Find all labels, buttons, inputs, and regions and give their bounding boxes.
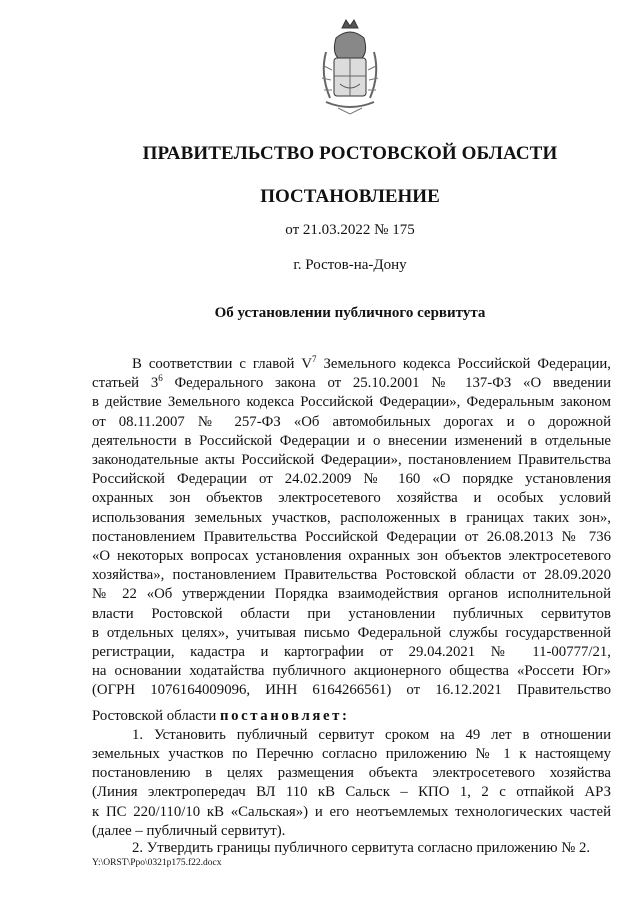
preamble-line: (ОГРН 1076164009096, ИНН 6164266561) от 16.12.2021 Правительство <box>92 682 611 698</box>
preamble-line: постановлением Правительства Российской Федерации от 26.08.2013 № 736 <box>92 529 611 545</box>
item-1-line: к ПС 220/110/10 кВ «Сальская») и его неотъемлемых технологических частей <box>92 804 611 820</box>
date-number: от 21.03.2022 № 175 <box>285 222 415 238</box>
subject-title: Об установлении публичного сервитута <box>214 305 486 321</box>
preamble-line-1: В соответствии с главой $V^7$ Земельного кодекса Российской Федерации, <box>132 354 611 372</box>
preamble-line: регистрации, кадастра и картографии от 29.04.2021 № 11-00777/21, <box>92 644 611 660</box>
file-path-footer: Y:\ORST\Ppo\0321p175.f22.docx <box>92 858 222 868</box>
item-1-line: земельных участков по Перечню согласно приложению № 1 к настоящему <box>92 746 611 762</box>
preamble-line: власти Ростовской области при установлении публичных сервитутов <box>92 606 611 622</box>
preamble-line: в отдельных целях», учитывая письмо Федеральной службы государственной <box>92 625 611 641</box>
coat-of-arms-emblem <box>316 18 384 116</box>
item-1-last-line: (далее – публичный сервитут). <box>92 823 286 839</box>
resolves-word: постановляет: <box>219 708 350 724</box>
city: г. Ростов-на-Дону <box>293 257 407 273</box>
preamble-line: № 22 «Об утверждении Порядка взаимодействия органов исполнительной <box>92 586 611 602</box>
item-2-line: 2. Утвердить границы публичного сервитута согласно приложению № 2. <box>132 840 591 856</box>
preamble-line: деятельности в Российской Федерации и о внесении изменений в отдельные <box>92 433 611 449</box>
preamble-line: от 08.11.2007 № 257-ФЗ «Об автомобильных дорогах и о дорожной <box>92 414 611 430</box>
preamble-line: охранных зон объектов электросетевого хозяйства и особых условий <box>92 490 611 506</box>
document-type: ПОСТАНОВЛЕНИЕ <box>260 186 440 207</box>
preamble-last-line: Ростовской области постановляет: <box>92 708 350 724</box>
government-title: ПРАВИТЕЛЬСТВО РОСТОВСКОЙ ОБЛАСТИ <box>142 143 558 164</box>
preamble-line-2: статьей $3^6$ Федерального закона от 25.10.2001 № 137-ФЗ «О введении <box>92 373 611 391</box>
preamble-line: Российской Федерации от 24.02.2009 № 160 «О порядке установления <box>92 471 611 487</box>
item-1-line: 1. Установить публичный сервитут сроком на 49 лет в отношении <box>132 727 611 743</box>
preamble-line: использования земельных участков, расположенных в границах таких зон», <box>92 510 611 526</box>
preamble-line: в действие Земельного кодекса Российской Федерации», Федеральным законом <box>92 394 611 410</box>
preamble-line: «О некоторых вопросах установления охранных зон объектов электросетевого <box>92 548 611 564</box>
item-1-line: (Линия электропередач ВЛ 110 кВ Сальск – КПО 1, 2 с отпайкой АРЗ <box>92 784 611 800</box>
preamble-line: законодательные акты Российской Федерации», постановлением Правительства <box>92 452 611 468</box>
preamble-line: на основании ходатайства публичного акционерного общества «Россети Юг» <box>92 663 611 679</box>
item-1-line: постановлению в целях размещения объекта электросетевого хозяйства <box>92 765 611 781</box>
preamble-line: хозяйства», постановлением Правительства Ростовской области от 28.09.2020 <box>92 567 611 583</box>
